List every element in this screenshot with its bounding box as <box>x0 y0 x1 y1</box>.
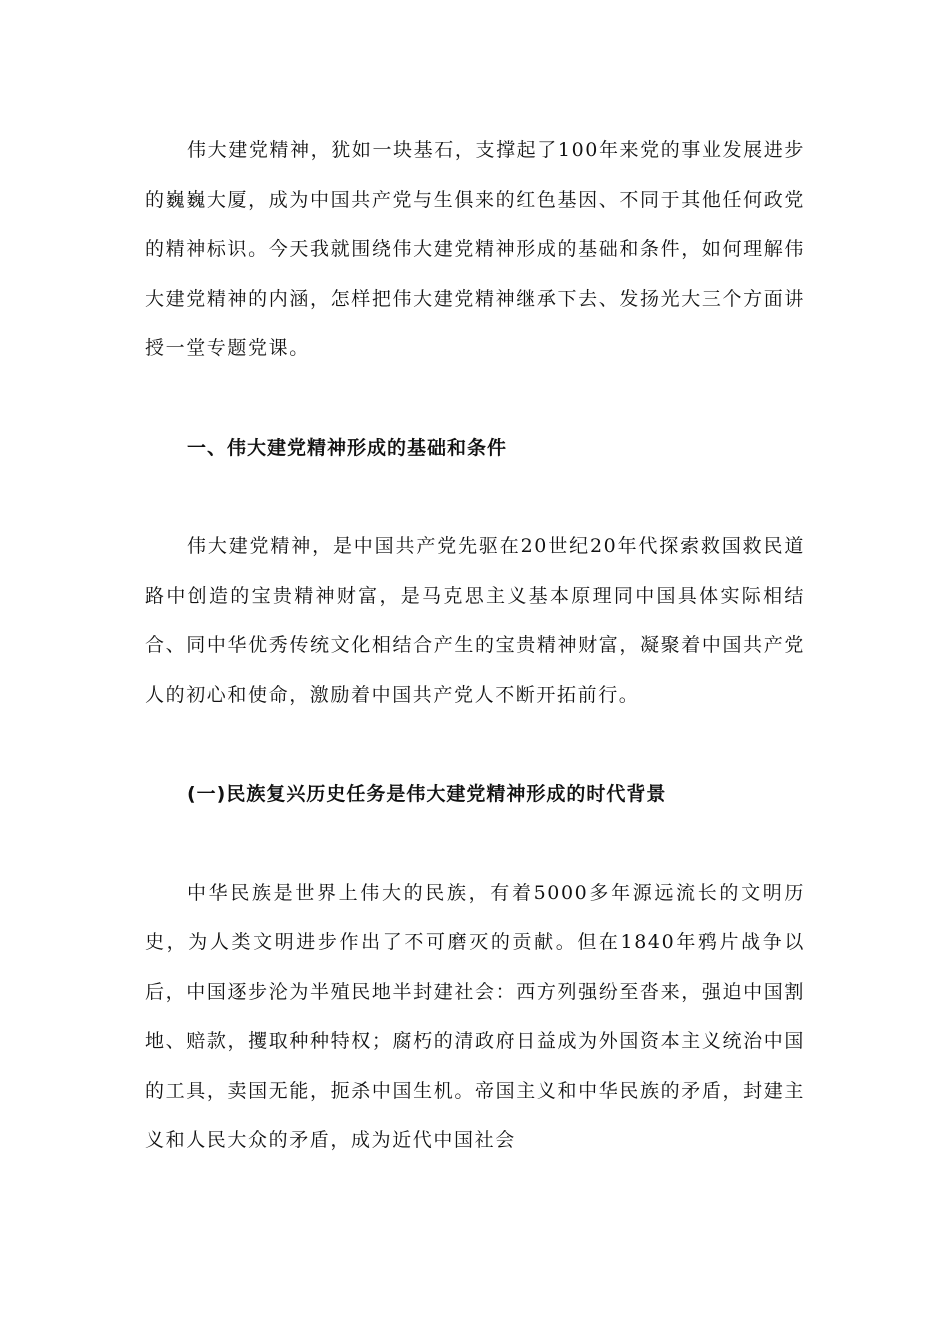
subsection-heading-1: (一)民族复兴历史任务是伟大建党精神形成的时代背景 <box>187 783 667 805</box>
subsection-1-paragraph: 中华民族是世界上伟大的民族，有着5000多年源远流长的文明历史，为人类文明进步作出了不可磨灭的贡献。但在1840年鸦片战争以后，中国逐步沦为半殖民地半封建社会：西方列强纷至沓来，强迫中国割地、赔款，攫取种种特权；腐朽的清政府日益成为外国资本主义统治中国的工具，卖国无能，扼杀中国生机。帝国主义和中华民族的矛盾，封建主义和人民大众的矛盾，成为近代中国社会 <box>145 881 805 1151</box>
intro-paragraph: 伟大建党精神，犹如一块基石，支撑起了100年来党的事业发展进步的巍巍大厦，成为中国共产党与生俱来的红色基因、不同于其他任何政党的精神标识。今天我就围绕伟大建党精神形成的基础和条件，如何理解伟大建党精神的内涵，怎样把伟大建党精神继承下去、发扬光大三个方面讲授一堂专题党课。 <box>145 139 805 359</box>
document-body <box>145 126 805 1166</box>
section-1-paragraph: 伟大建党精神，是中国共产党先驱在20世纪20年代探索救国救民道路中创造的宝贵精神财富，是马克思主义基本原理同中国具体实际相结合、同中华优秀传统文化相结合产生的宝贵精神财富，凝聚着中国共产党人的初心和使命，激励着中国共产党人不断开拓前行。 <box>145 535 805 706</box>
section-heading-1: 一、伟大建党精神形成的基础和条件 <box>187 436 508 459</box>
